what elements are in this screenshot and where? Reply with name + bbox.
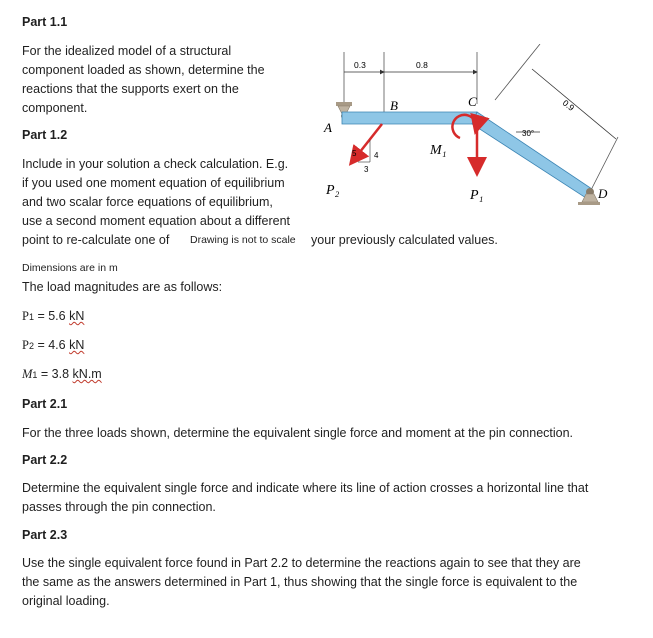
dim-left-label: 0.3	[354, 60, 366, 70]
label-a: A	[324, 120, 332, 135]
load-p2: P2 = 4.6 kN	[22, 338, 85, 352]
part-2-2-text-line: Determine the equivalent single force and indicate where its line of action crosses a horizontal line that	[22, 481, 589, 495]
part-1-2-text-line: if you used one moment equation of equilibrium	[22, 176, 285, 190]
dim-right-label: 0.9	[560, 97, 577, 113]
part-2-1-heading: Part 2.1	[22, 397, 68, 411]
part-1-2-text-line: use a second moment equation about a different	[22, 214, 291, 228]
label-p2: P₂	[326, 183, 340, 198]
label-d: D	[598, 186, 608, 201]
part-2-3-text-line: original loading.	[22, 594, 110, 608]
part-2-2-heading: Part 2.2	[22, 453, 68, 467]
label-b: B	[390, 98, 398, 113]
loads-intro: The load magnitudes are as follows:	[22, 280, 223, 294]
load-p1: P1 = 5.6 kN	[22, 309, 85, 323]
angle-label: 30°	[522, 129, 535, 138]
load-m1: M1 = 3.8 kN.m	[22, 367, 102, 381]
label-m1: M₁	[430, 143, 447, 158]
part-2-3-text-line: Use the single equivalent force found in Part 2.2 to determine the reactions again to see that they are	[22, 556, 581, 570]
part-1-1-text-line: component loaded as shown, determine the	[22, 63, 265, 77]
part-1-2-text-line: point to re-calculate one of	[22, 233, 170, 247]
part-2-3-heading: Part 2.3	[22, 528, 68, 542]
part-2-3-text-line: the same as the answers determined in Part 1, thus showing that the single force is equivalent to the	[22, 575, 578, 589]
part-1-1-text-line: component.	[22, 101, 88, 115]
beam-members	[342, 112, 592, 198]
part-1-1-heading: Part 1.1	[22, 15, 68, 29]
slope-label-3: 3	[364, 165, 369, 174]
part-1-1-text-line: reactions that the supports exert on the	[22, 82, 239, 96]
part-2-2-text-line: passes through the pin connection.	[22, 500, 216, 514]
slope-label-5: 5	[352, 149, 357, 158]
part-2-1-text: For the three loads shown, determine the equivalent single force and moment at the pin connection.	[22, 426, 574, 440]
part-1-2-text-line: your previously calculated values.	[311, 233, 498, 247]
part-1-1-text-line: For the idealized model of a structural	[22, 44, 232, 58]
structure-figure	[300, 44, 645, 240]
dimensions-note: Dimensions are in m	[22, 262, 118, 274]
label-p1: P₁	[470, 188, 484, 203]
part-1-2-heading: Part 1.2	[22, 128, 68, 142]
label-c: C	[468, 94, 477, 109]
figure-caption: Drawing is not to scale	[190, 234, 296, 246]
part-1-2-text-line: and two scalar force equations of equilibrium,	[22, 195, 273, 209]
slope-label-4: 4	[374, 151, 379, 160]
dim-mid-label: 0.8	[416, 60, 428, 70]
part-1-2-text-line: Include in your solution a check calculation. E.g.	[22, 157, 289, 171]
